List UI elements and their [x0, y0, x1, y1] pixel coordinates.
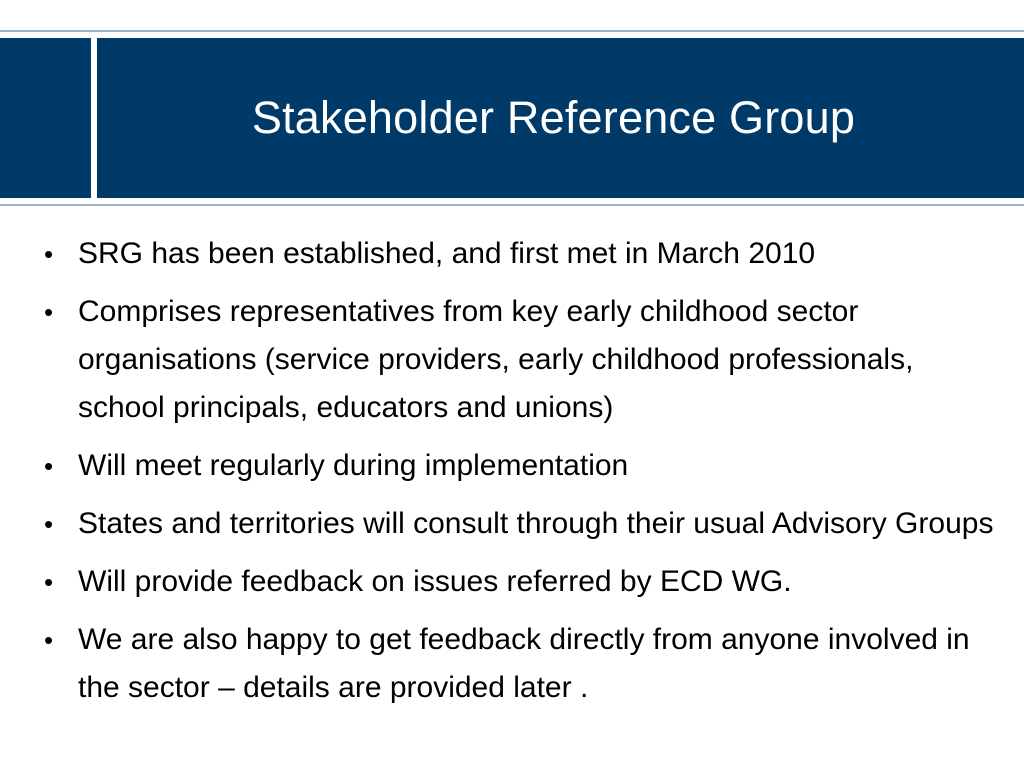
slide-title: Stakeholder Reference Group — [251, 92, 856, 143]
bullet-text: We are also happy to get feedback directly from anyone involved in the sector – details are provided later . — [78, 623, 970, 704]
bullet-icon: • — [44, 451, 54, 481]
bullet-text: SRG has been established, and first met in March 2010 — [78, 237, 816, 270]
top-rule — [0, 30, 1024, 32]
bullet-icon: • — [44, 509, 54, 539]
bullet-item — [40, 558, 1000, 606]
bullet-icon: • — [44, 239, 54, 269]
bullet-text: States and territories will consult through their usual Advisory Groups — [78, 507, 994, 540]
bottom-rule — [0, 204, 1024, 206]
bullet-item — [40, 288, 1000, 432]
bullet-icon: • — [44, 625, 54, 655]
bullet-list — [40, 230, 1000, 722]
bullet-icon: • — [44, 567, 54, 597]
bullet-item — [40, 616, 1000, 712]
bullet-text: Will meet regularly during implementation — [78, 449, 629, 482]
bullet-text: Will provide feedback on issues referred by ECD WG. — [78, 565, 792, 598]
bullet-text: Comprises representatives from key early childhood sector organisations (service providers, early childhood professionals, school principals, educators and unions) — [78, 295, 914, 424]
bullet-item — [40, 230, 1000, 278]
bullet-icon: • — [44, 297, 54, 327]
bullet-item — [40, 442, 1000, 490]
bullet-item — [40, 500, 1000, 548]
